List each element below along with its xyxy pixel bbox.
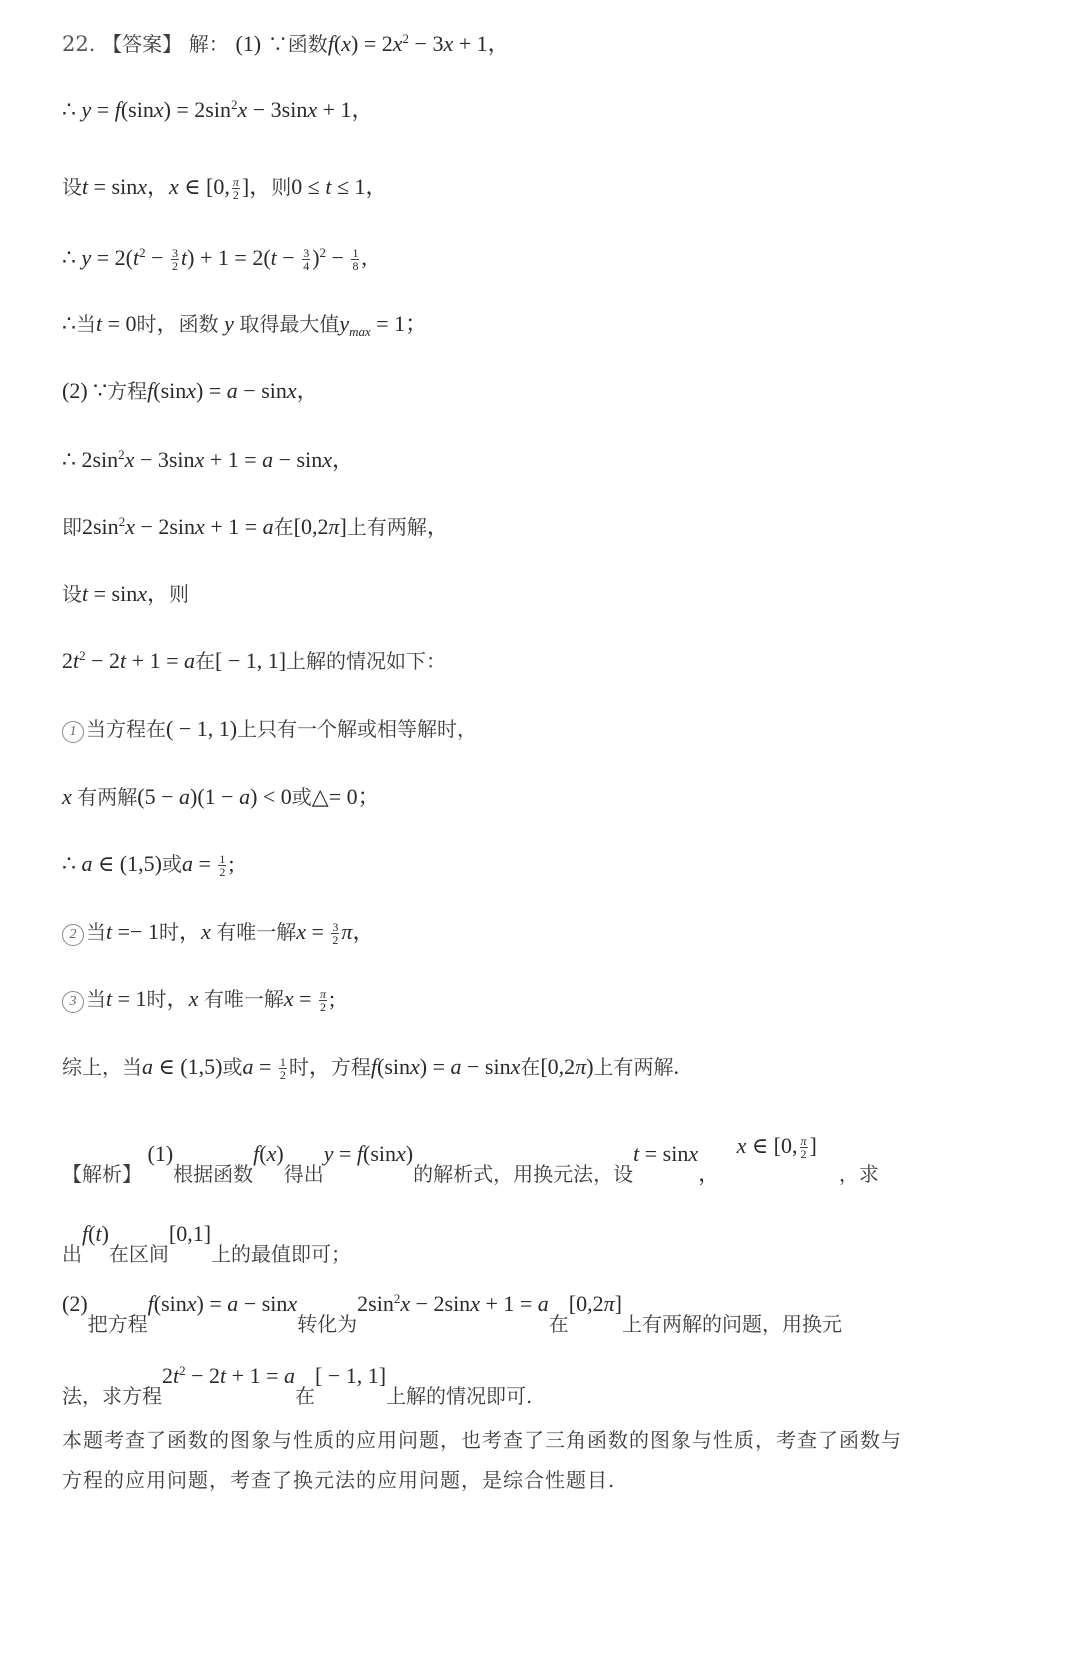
substitution-line-2: 设t = sinx，则	[62, 581, 189, 606]
solution-header-line	[62, 30, 510, 58]
case2-line: 2 当t =− 1时，x 有唯一解x = $\frac{3}{2}$ π，	[62, 918, 374, 946]
case1-result-line: ∴ a ∈ (1,5)或a = $\frac{1}{2}$ ;	[62, 851, 235, 880]
expanded-equation-line: ∴ $2\sin^2x - 3\sin x + 1 = a - \sin x$，	[62, 447, 354, 472]
max-value-line: ∴当t = 0时，函数 y 取得最大值$y_{max} = 1$；	[62, 311, 428, 339]
circled-number-1: 1	[62, 721, 84, 743]
problem-number: 22.	[62, 32, 96, 56]
case3-line: 3 当t = 1时，x 有唯一解x = $\frac{\pi}{2}$ ;	[62, 985, 335, 1013]
substitution-line: 设t = sinx，x ∈ [0, $\frac{\pi}{2}$ ]，则0 ≤ t ≤ 1，	[62, 174, 388, 203]
conclusion-line: 综上，当a ∈ (1,5)或a = $\frac{1}{2}$ 时，方程f(sinx) = a − sinx在[0,2π)上有两解.	[62, 1054, 680, 1083]
analysis-summary	[62, 1420, 962, 1500]
simplified-equation-line: 即$2\sin^2x - 2\sin x + 1 = a$在[0,2π]上有两解，	[62, 514, 449, 539]
analysis-line-1: 【解析】 (1)根据函数f(x)得出y = f(sinx)的解析式，用换元法，设t = sinx， x ∈ [0, $\frac{\pi}{2}$ ] ，求	[62, 1133, 879, 1186]
composite-function-line: ∴ $y = f(\sin x) = 2\sin^2x - 3\sin x + 1$，	[62, 97, 374, 122]
circled-number-2: 2	[62, 924, 84, 946]
given-function-text: ∵函数	[267, 32, 328, 56]
analysis-line-4: 法，求方程$2t^2 - 2t + 1 = a$在[ − 1, 1]上解的情况即可.	[62, 1363, 533, 1408]
completing-square-line: ∴ $y = 2(t^2$ − $\frac{3}{2}$ t) + 1 = 2(t − $\frac{3}{4}$ )$^2$ − $\frac{1}{8}$ ,	[62, 245, 367, 274]
analysis-line-2: 出f(t)在区间[0,1]上的最值即可；	[62, 1221, 352, 1266]
summary-line-1: 本题考查了函数的图象与性质的应用问题，也考查了三角函数的图象与性质，考查了函数与	[62, 1428, 902, 1452]
part2-equation-line: (2) ∵方程f(sinx) = a − sinx，	[62, 378, 319, 403]
answer-label: 【答案】	[102, 32, 183, 56]
function-definition: $f(x) = 2x^2 - 3x + 1$，	[327, 31, 510, 56]
analysis-label: 【解析】	[62, 1162, 142, 1186]
quadratic-in-t-line: $2t^2 - 2t + 1 = a$在[ − 1, 1]上解的情况如下：	[62, 648, 447, 673]
part1-label: (1)	[235, 31, 262, 56]
analysis-line-3: (2)把方程f(sinx) = a − sinx转化为$2\sin^2x - 2\sin x + 1 = a$在[0,2π]上有两解的问题，用换元	[62, 1291, 842, 1336]
case1-condition-line: x 有两解(5 − a)(1 − a) < 0或△= 0；	[62, 784, 380, 809]
circled-number-3: 3	[62, 991, 84, 1013]
solution-prefix: 解：	[188, 32, 229, 56]
case1-line: 1 当方程在( − 1, 1)上只有一个解或相等解时，	[62, 715, 477, 743]
summary-line-2: 方程的应用问题，考查了换元法的应用问题，是综合性题目.	[62, 1468, 616, 1492]
